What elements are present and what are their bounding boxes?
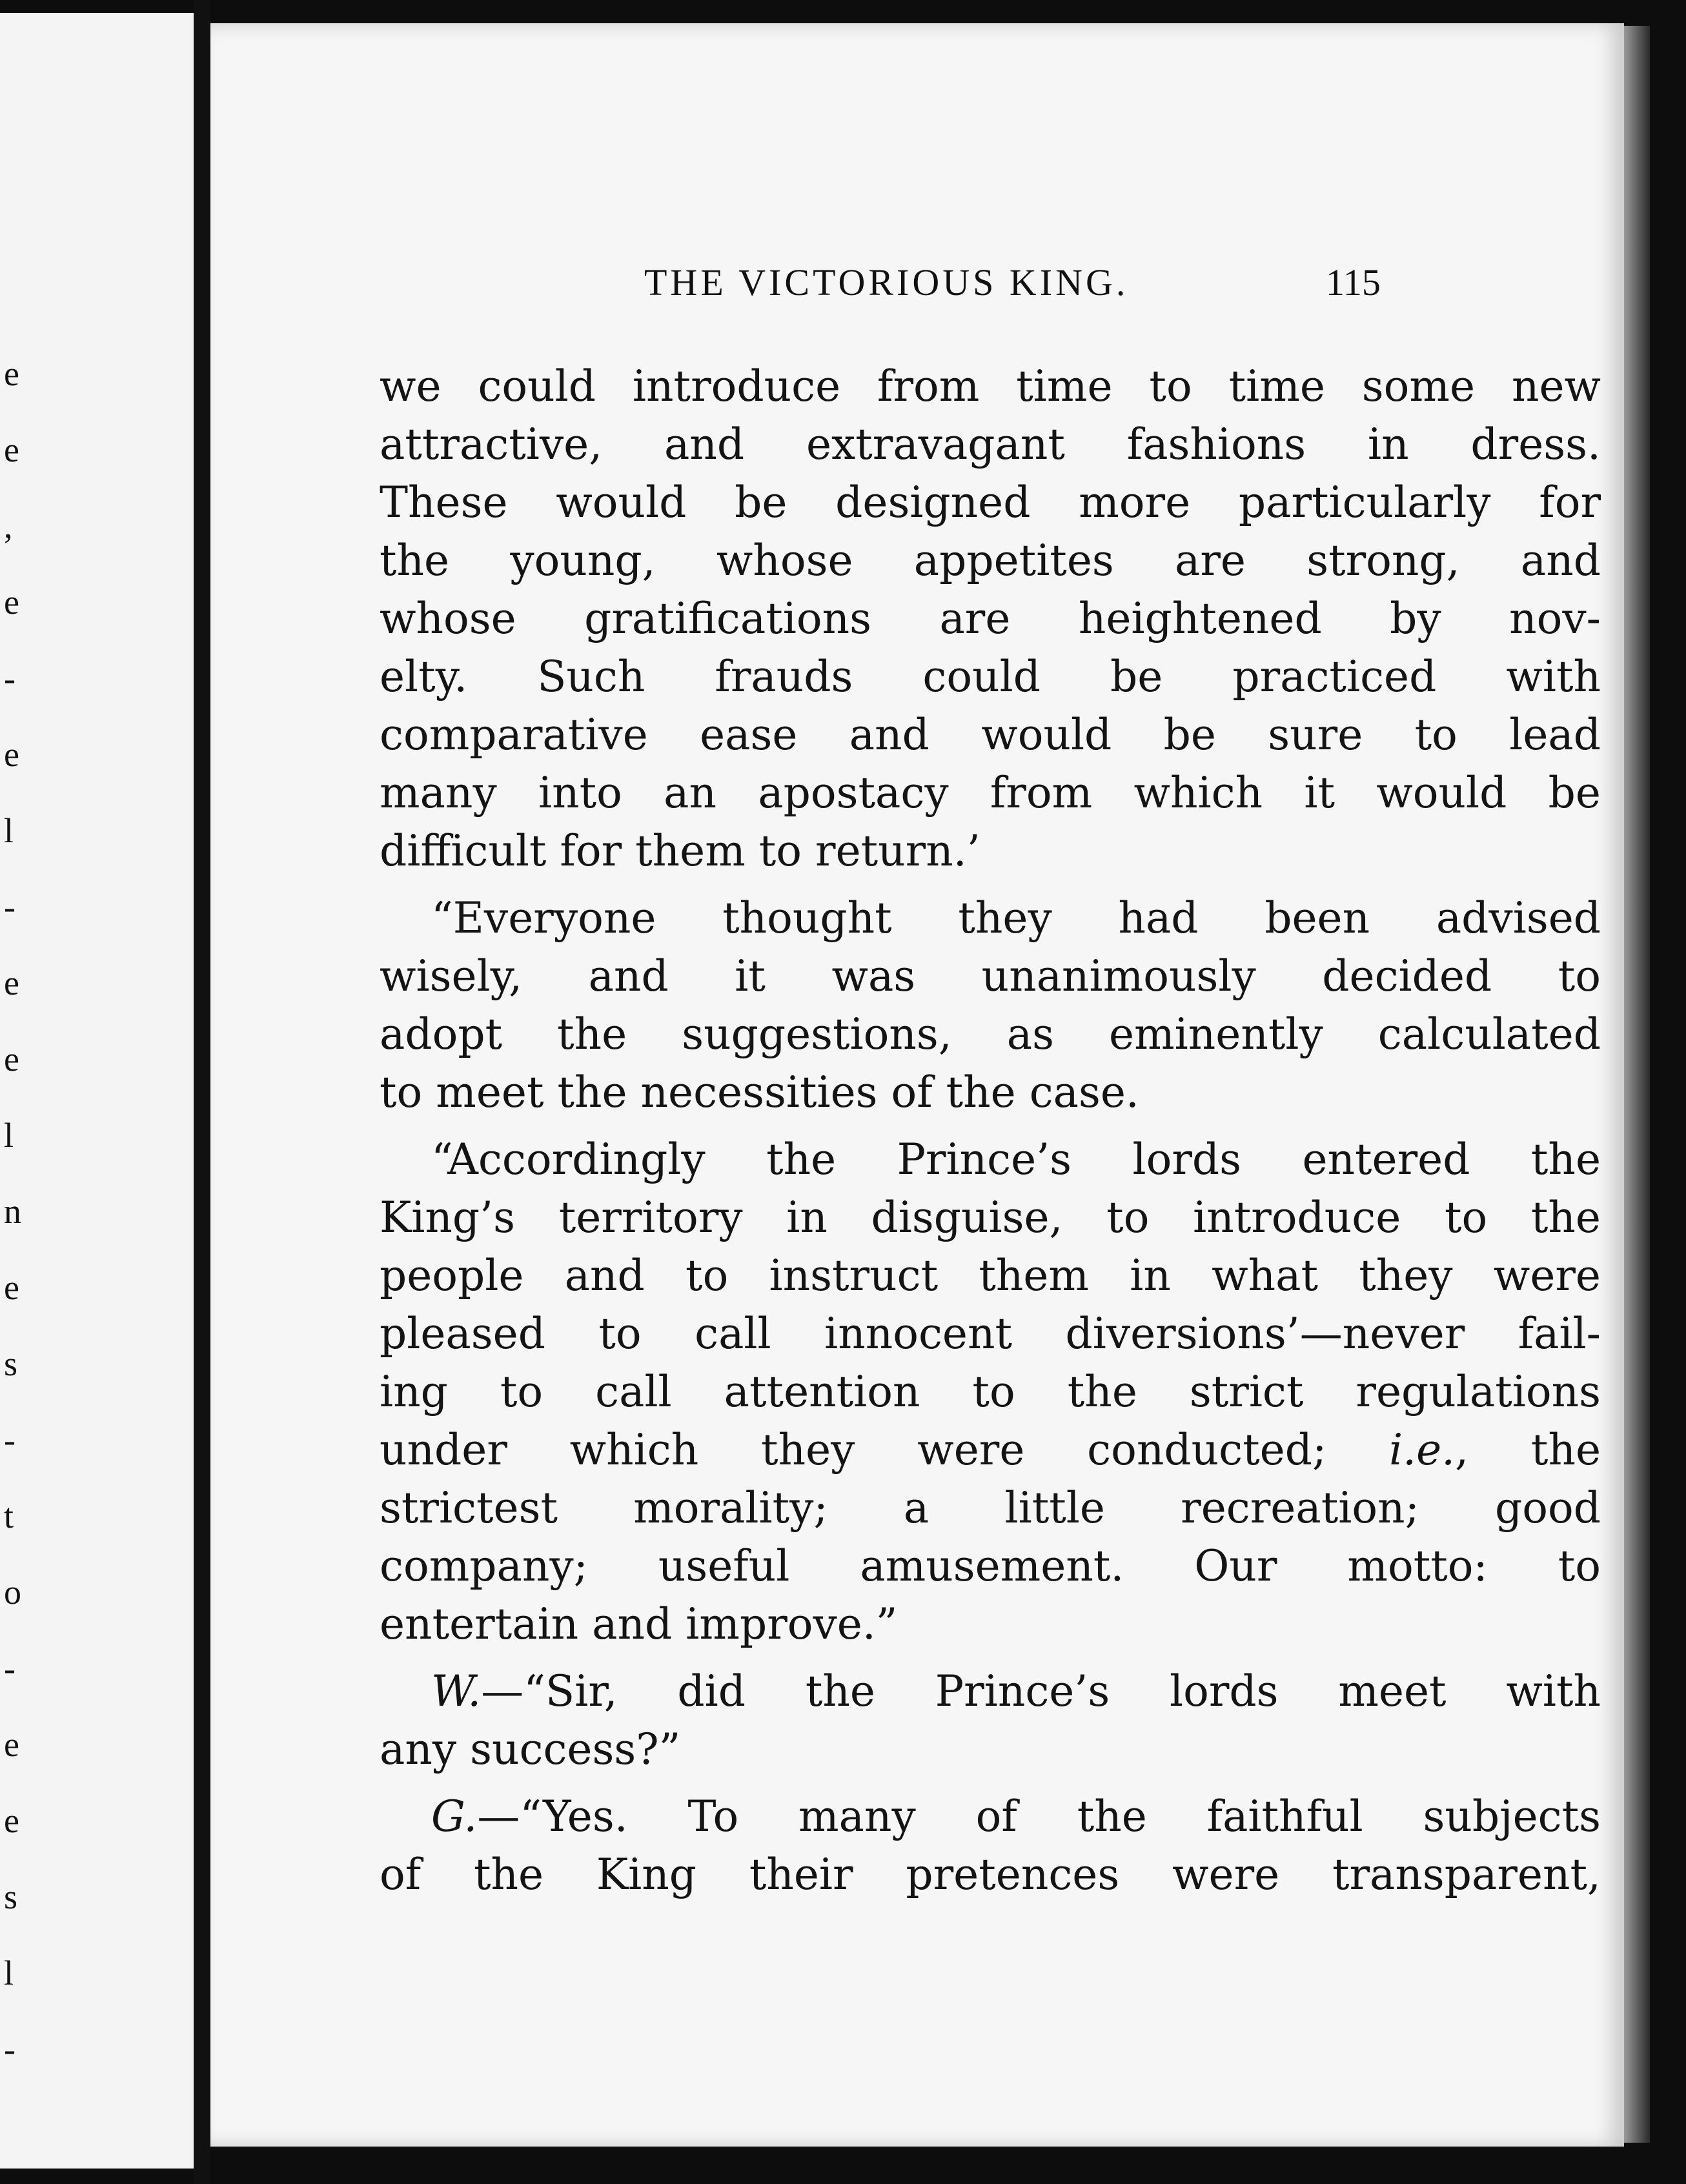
text-line: any success?”	[380, 1724, 681, 1774]
fragment: e	[4, 1725, 19, 1764]
text-line: King’s territory in disguise, to introduce to the	[380, 1193, 1601, 1242]
text-line-with-italic	[380, 1421, 1601, 1479]
running-title: THE VICTORIOUS KING.	[644, 261, 1129, 303]
line-segment: under which they were conducted;	[380, 1425, 1327, 1475]
facing-page-edge	[0, 13, 198, 2169]
fragment: -	[4, 2030, 15, 2068]
text-line: attractive, and extravagant fashions in dress.	[380, 420, 1601, 469]
text-line: we could introduce from time to time some new	[380, 361, 1601, 411]
text-line: to meet the necessities of the case.	[380, 1067, 1139, 1117]
text-line: many into an apostacy from which it would be	[380, 768, 1601, 818]
line-segment: —“Sir, did the Prince’s lords meet with	[481, 1666, 1601, 1716]
fragment: -	[4, 1421, 15, 1459]
text-line: elty. Such frauds could be practiced with	[380, 652, 1601, 702]
text-line: whose gratifications are heightened by nov-	[380, 594, 1601, 643]
fragment: e	[4, 964, 19, 1002]
text-line: adopt the suggestions, as eminently calculated	[380, 1009, 1601, 1059]
text-line: of the King their pretences were transparent,	[380, 1850, 1601, 1899]
text-line: strictest morality; a little recreation; good	[380, 1483, 1601, 1533]
text-line: people and to instruct them in what they were	[380, 1251, 1601, 1300]
line-segment: —“Yes. To many of the faithful subjects	[477, 1792, 1601, 1841]
fragment: -	[4, 659, 15, 698]
fragment: n	[4, 1192, 21, 1231]
fragment: -	[4, 887, 15, 926]
text-line: difficult for them to return.’	[380, 826, 980, 876]
text-line: “Everyone thought they had been advised	[431, 893, 1601, 943]
text-line: wisely, and it was unanimously decided to	[380, 951, 1601, 1001]
text-line: comparative ease and would be sure to lead	[380, 710, 1601, 760]
fragment: e	[4, 354, 19, 393]
text-line: the young, whose appetites are strong, and	[380, 536, 1601, 585]
fragment: l	[4, 1116, 14, 1155]
dialogue-line	[380, 1788, 1601, 1846]
fragment: l	[4, 1954, 14, 1992]
fragment: e	[4, 1040, 19, 1078]
facing-page-fragments	[4, 336, 23, 2087]
text-line: ing to call attention to the strict regulations	[380, 1367, 1601, 1417]
fragment: -	[4, 1649, 15, 1688]
text-line: These would be designed more particularly for	[380, 478, 1601, 527]
fragment: l	[4, 811, 14, 850]
book-gutter	[194, 0, 210, 2184]
running-head	[210, 261, 1624, 332]
dialogue-line	[380, 1663, 1601, 1721]
text-line: pleased to call innocent diversions’—never fail-	[380, 1309, 1601, 1359]
text-line: company; useful amusement. Our motto: to	[380, 1541, 1601, 1591]
page-block-edge	[1624, 26, 1650, 2143]
fragment: e	[4, 1801, 19, 1840]
text-line: “Accordingly the Prince’s lords entered the	[431, 1135, 1601, 1184]
speaker-initial: G.	[431, 1792, 478, 1841]
fragment: e	[4, 430, 19, 469]
body-text	[380, 358, 1601, 1904]
book-page	[210, 23, 1624, 2147]
page-number: 115	[1326, 261, 1381, 303]
speaker-initial: W.	[431, 1666, 482, 1716]
fragment: e	[4, 735, 19, 774]
fragment: e	[4, 583, 19, 622]
line-segment: , the	[1455, 1425, 1601, 1475]
fragment: s	[4, 1344, 18, 1383]
fragment: t	[4, 1497, 14, 1535]
text-line: entertain and improve.”	[380, 1599, 898, 1649]
italic-abbreviation: i.e.	[1389, 1425, 1456, 1475]
fragment: s	[4, 1877, 18, 1916]
fragment: o	[4, 1573, 21, 1612]
fragment: e	[4, 1268, 19, 1307]
fragment: ,	[4, 507, 13, 545]
